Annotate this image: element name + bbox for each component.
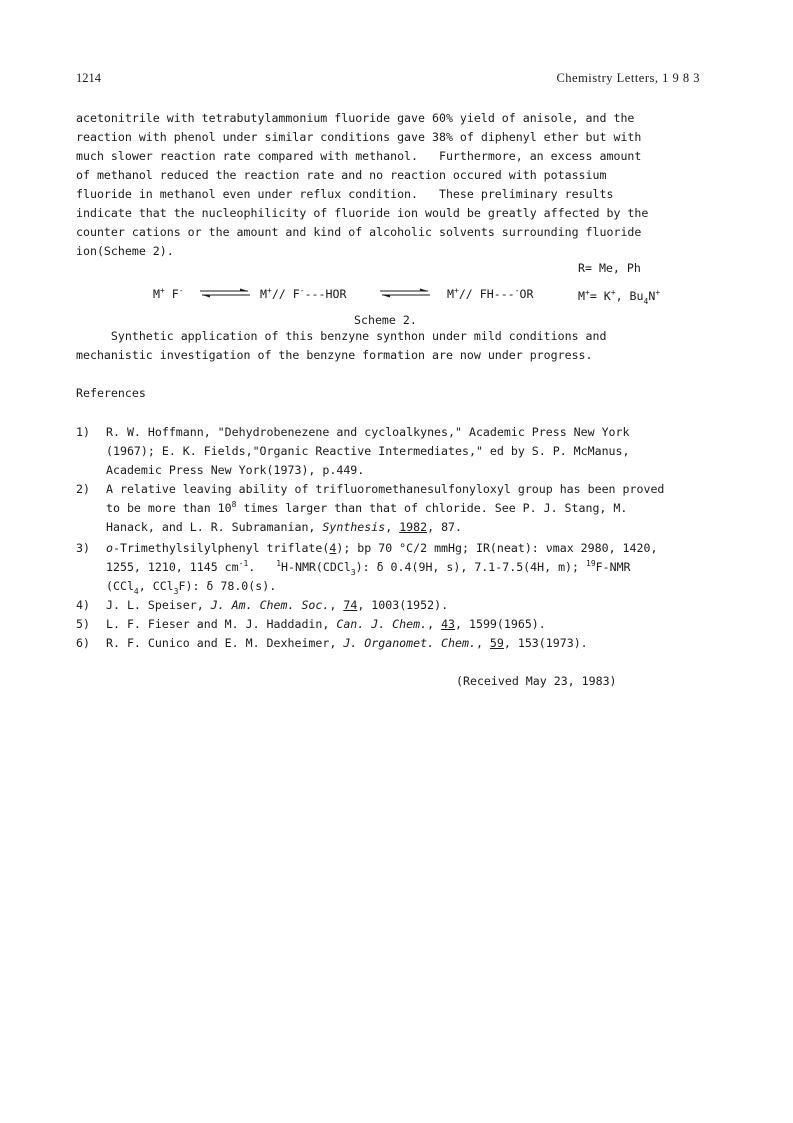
scheme-species-2: M+// F----HOR [260, 286, 347, 301]
body-line: much slower reaction rate compared with methanol. Furthermore, an excess amount [76, 149, 642, 163]
reference-text: R. F. Cunico and E. M. Dexheimer, J. Organomet. Chem., 59, 153(1973). [106, 636, 588, 650]
scheme-m-note: M+= K+, $Bu_4N^+$ [578, 288, 661, 306]
reference-text: A relative leaving ability of trifluoromethanesulfonyloxyl group has been proved [106, 482, 665, 496]
reference-number: 5) [76, 617, 90, 631]
body-line: fluoride in methanol even under reflux condition. These preliminary results [76, 187, 614, 201]
received-date: (Received May 23, 1983) [456, 674, 617, 688]
body-line: reaction with phenol under similar conditions gave 38% of diphenyl ether but with [76, 130, 642, 144]
reference-text: to be more than $10^8$ times larger than that of chloride. See P. J. Stang, M. [106, 500, 628, 515]
equilibrium-arrow [380, 288, 420, 298]
body-line: Synthetic application of this benzyne synthon under mild conditions and [76, 329, 607, 343]
page-number: 1214 [76, 71, 101, 85]
body-line: indicate that the nucleophilicity of fluoride ion would be greatly affected by the [76, 206, 649, 220]
reference-text: (1967); E. K. Fields,"Organic Reactive Intermediates," ed by S. P. McManus, [106, 444, 630, 458]
reference-number: 1) [76, 425, 90, 439]
body-line: acetonitrile with tetrabutylammonium fluoride gave 60% yield of anisole, and the [76, 111, 635, 125]
body-line: of methanol reduced the reaction rate and no reaction occured with potassium [76, 168, 607, 182]
body-line: mechanistic investigation of the benzyne formation are now under progress. [76, 348, 593, 362]
reference-text: 1255, 1210, 1145 $cm^{-1}$. $^1$H-NMR(CDCl$_3$): δ 0.4(9H, s), 7.1-7.5(4H, m); $^{19}$F-NMR [106, 559, 631, 577]
reference-text: Hanack, and L. R. Subramanian, Synthesis, 1982, 87. [106, 520, 463, 534]
reference-text: L. F. Fieser and M. J. Haddadin, Can. J. Chem., 43, 1599(1965). [106, 617, 546, 631]
scheme-r-note: R= Me, Ph [578, 261, 641, 275]
reference-text: R. W. Hoffmann, "Dehydrobenezene and cycloalkynes," Academic Press New York [106, 425, 630, 439]
references-heading: References [76, 386, 146, 400]
body-line: counter cations or the amount and kind of alcoholic solvents surrounding fluoride [76, 225, 642, 239]
reference-text: o-Trimethylsilylphenyl triflate(4); bp 70 °C/2 mmHg; IR(neat): νmax 2980, 1420, [106, 541, 658, 555]
scheme-species-1: M+ F- [153, 286, 184, 301]
journal-header: Chemistry Letters, 1 9 8 3 [556, 71, 700, 85]
reference-text: (CCl$_4$, CCl$_3$F): δ 78.0(s). [106, 579, 277, 596]
reference-number: 2) [76, 482, 90, 496]
reference-text: Academic Press New York(1973), p.449. [106, 463, 365, 477]
reference-number: 4) [76, 598, 90, 612]
reference-number: 6) [76, 636, 90, 650]
body-line: ion(Scheme 2). [76, 244, 174, 258]
reference-text: J. L. Speiser, J. Am. Chem. Soc., 74, 1003(1952). [106, 598, 449, 612]
reference-number: 3) [76, 541, 90, 555]
scheme-species-3: M+// FH----OR [447, 286, 534, 301]
scheme-caption: Scheme 2. [354, 313, 417, 327]
equilibrium-arrow [200, 288, 240, 298]
